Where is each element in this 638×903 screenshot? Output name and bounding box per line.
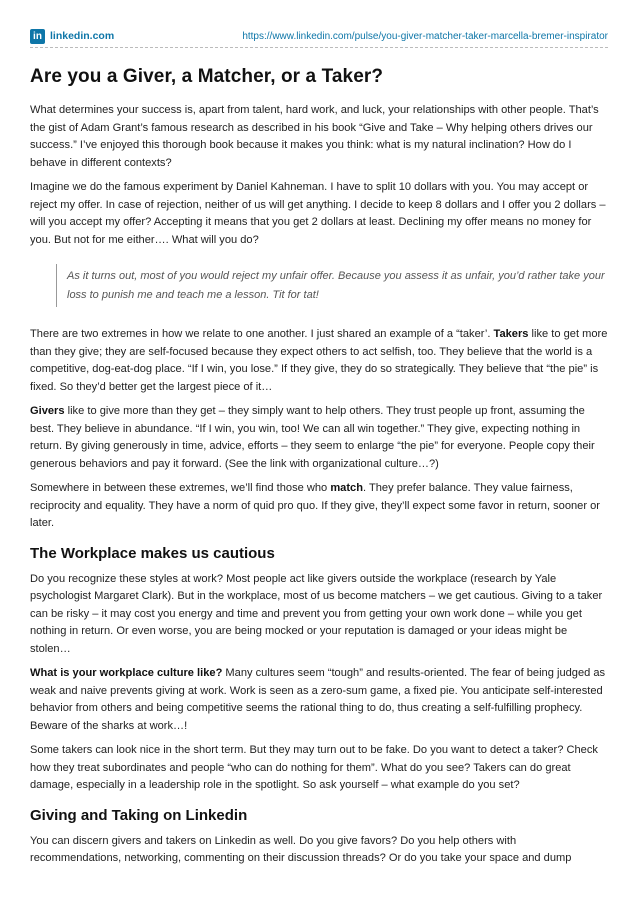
blockquote-text: As it turns out, most of you would reject my unfair offer. Because you assess it as unfair, you’d rather take your loss to punish me and teach me a lesson. Tit for tat! bbox=[67, 270, 605, 301]
header-divider bbox=[30, 47, 608, 48]
paragraph-givers bbox=[30, 403, 610, 473]
paragraph-takers bbox=[30, 326, 610, 396]
paragraph-workplace: Do you recognize these styles at work? Most people act like givers outside the workplace (research by Yale psychologist Margaret Clark). But in the workplace, most of us become matchers – we get cautious. Giving to a taker can be risky – it may cost you energy and time and prevent you from getting your own work done – while you get nothing in return. Or even worse, you are being mocked or your reputation is damaged or your ideas might be stolen… bbox=[30, 572, 603, 655]
text: . They prefer balance. They value fairness, reciprocity and equality. They have a norm of quid pro quo. If they give, they’ll expect some favor in return, sooner or later. bbox=[30, 482, 600, 529]
text: Many cultures seem “tough” and results-oriented. The fear of being judged as weak and naive prevents giving at work. Work is seen as a zero-sum game, a fixed pie. You anticipate self-interested behavior from others and being competitive seems the rational thing to do, thus creating a self-fulfilling prophecy. Beware of the sharks at work…! bbox=[30, 667, 606, 732]
linkedin-logo-icon: in bbox=[30, 29, 45, 44]
brand bbox=[30, 29, 114, 44]
paragraph-experiment: Imagine we do the famous experiment by Daniel Kahneman. I have to split 10 dollars with you. You may accept or reject my offer. In case of rejection, neither of us will get anything. I decide to keep 8 dollars and I offer you 2 dollars – will you accept my offer? Accepting it means that you get 2 dollars at least. Declining my offer means no money for you. But not for me either…. What will you do? bbox=[30, 181, 606, 246]
paragraph-culture bbox=[30, 665, 610, 735]
paragraph-fake-takers: Some takers can look nice in the short term. But they may turn out to be fake. Do you want to detect a taker? Check how they treat subordinates and people “who can do nothing for them”. What do you see? Takers can do great damage, especially in a leadership role in the spotlight. So ask yourself – what example do you set? bbox=[30, 744, 598, 791]
bold-match: match bbox=[330, 482, 363, 494]
article bbox=[30, 66, 610, 875]
text: like to get more than they give; they are self-focused because they expect others to act selfish, too. They believe that the world is a competitive, dog-eat-dog place. “If I win, you lose.” If they give, they do so strategically. They believe that “the pie” is fixed. So they’d better get the largest piece of it… bbox=[30, 328, 608, 393]
paragraph-intro: What determines your success is, apart from talent, hard work, and luck, your relationships with other people. That’s the gist of Adam Grant’s famous research as described in his book “Give and Take – Why helping others drives our success.” I’ve enjoyed this thorough book because it makes you think: what is my natural inclination? How do I behave in different contexts? bbox=[30, 104, 599, 169]
bold-culture-question: What is your workplace culture like? bbox=[30, 667, 223, 679]
bold-takers: Takers bbox=[493, 328, 529, 340]
page-url[interactable]: https://www.linkedin.com/pulse/you-giver-matcher-taker-marcella-bremer-inspirator bbox=[242, 30, 608, 42]
site-name[interactable]: linkedin.com bbox=[50, 30, 115, 42]
print-header bbox=[30, 26, 608, 46]
section-heading-linkedin: Giving and Taking on Linkedin bbox=[30, 806, 248, 824]
paragraph-linkedin: You can discern givers and takers on Linkedin as well. Do you give favors? Do you help others with recommendations, networking, commenting on their discussion threads? Or do you take your space and dump bbox=[30, 834, 572, 864]
article-title: Are you a Giver, a Matcher, or a Taker? bbox=[30, 66, 384, 87]
blockquote bbox=[56, 264, 610, 307]
text: Somewhere in between these extremes, we’ll find those who bbox=[30, 482, 331, 494]
text: like to give more than they get – they simply want to help others. They trust people up front, assuming the best. They believe in abundance. “If I win, you win, too! We can all win together.” They give, expecting nothing in return. By giving generously in time, advice, efforts – they seem to enlarge “the pie” for everyone. People copy their generous behaviors and pay it forward. (See the link with organizational culture…?) bbox=[30, 405, 595, 470]
text: There are two extremes in how we relate to one another. I just shared an example of a “taker’. bbox=[30, 328, 494, 340]
bold-givers: Givers bbox=[30, 405, 65, 417]
paragraph-matchers bbox=[30, 480, 610, 533]
section-heading-workplace: The Workplace makes us cautious bbox=[30, 544, 275, 562]
